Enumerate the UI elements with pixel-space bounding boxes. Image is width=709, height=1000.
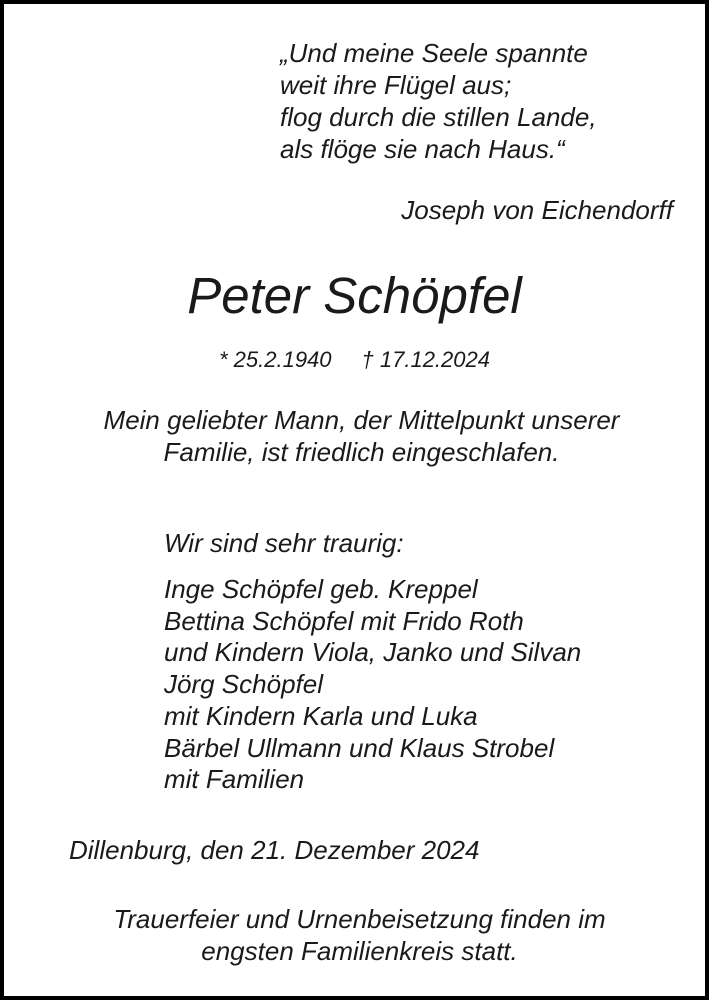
deceased-name: Peter Schöpfel bbox=[187, 267, 522, 324]
quote-line: weit ihre Flügel aus; bbox=[280, 70, 512, 100]
place-and-date: Dillenburg, den 21. Dezember 2024 bbox=[69, 835, 480, 865]
mourner-line: und Kindern Viola, Janko und Silvan bbox=[164, 637, 582, 668]
quote-line: als flöge sie nach Haus.“ bbox=[280, 134, 565, 164]
mourner-line: Bettina Schöpfel mit Frido Roth bbox=[164, 605, 524, 636]
mourner-line: mit Familien bbox=[164, 764, 305, 795]
family-statement-line: Mein geliebter Mann, der Mittelpunkt unserer bbox=[103, 405, 620, 435]
quote-line: flog durch die stillen Lande, bbox=[280, 102, 597, 132]
funeral-information-line: engsten Familienkreis statt. bbox=[201, 936, 518, 966]
memorial-quote bbox=[280, 37, 597, 165]
grief-statement: Wir sind sehr traurig: bbox=[164, 528, 404, 558]
funeral-information bbox=[14, 903, 705, 967]
family-statement bbox=[18, 404, 705, 468]
quote-attribution: Joseph von Eichendorff bbox=[401, 195, 673, 225]
quote-line: „Und meine Seele spannte bbox=[280, 38, 588, 68]
mourners-list bbox=[164, 574, 581, 796]
death-date: † 17.12.2024 bbox=[361, 347, 490, 372]
birth-date: * 25.2.1940 bbox=[218, 347, 332, 372]
mourner-line: mit Kindern Karla und Luka bbox=[164, 700, 478, 731]
mourner-line: Jörg Schöpfel bbox=[164, 669, 323, 700]
life-dates bbox=[4, 344, 705, 376]
mourner-line: Bärbel Ullmann und Klaus Strobel bbox=[164, 732, 555, 763]
mourner-line: Inge Schöpfel geb. Kreppel bbox=[164, 574, 478, 604]
family-statement-line: Familie, ist friedlich eingeschlafen. bbox=[163, 437, 560, 467]
funeral-information-line: Trauerfeier und Urnenbeisetzung finden im bbox=[113, 904, 606, 934]
